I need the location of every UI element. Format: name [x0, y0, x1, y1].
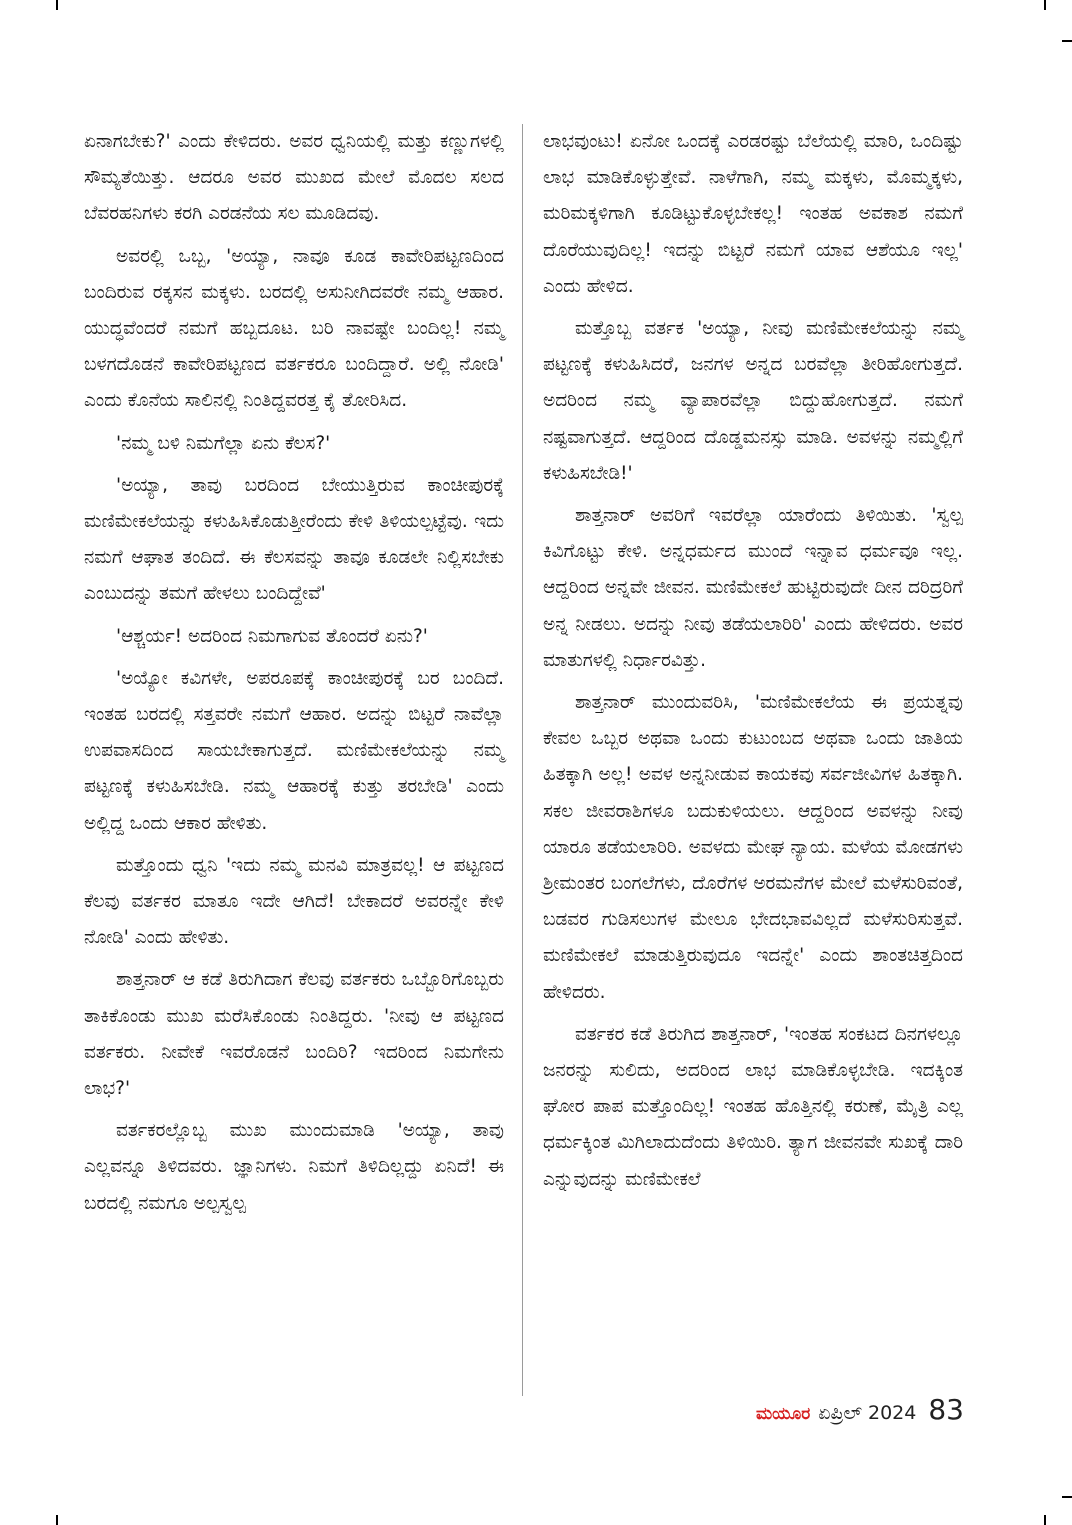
left-column — [84, 124, 504, 1222]
paragraph: 'ಆಶ್ಚರ್ಯ! ಅದರಿಂದ ನಿಮಗಾಗುವ ತೊಂದರೆ ಏನು?' — [116, 625, 428, 647]
crop-mark-bottom-left — [56, 1515, 58, 1525]
paragraph: 'ನಮ್ಮ ಬಳಿ ನಿಮಗೆಲ್ಲಾ ಏನು ಕೆಲಸ?' — [116, 432, 331, 454]
paragraph: 'ಅಯ್ಯೋ ಕವಿಗಳೇ, ಅಪರೂಪಕ್ಕೆ ಕಾಂಚೀಪುರಕ್ಕೆ ಬರ ಬಂದಿದೆ. ಇಂತಹ ಬರದಲ್ಲಿ ಸತ್ತವರೇ ನಮಗೆ ಆಹಾರ. ಅದನ್ನು ಬಿಟ್ಟರೆ ನಾವೆಲ್ಲಾ ಉಪವಾಸದಿಂದ ಸಾಯಬೇಕಾಗುತ್ತದೆ. ಮಣಿಮೇಕಲೆಯನ್ನು ನಮ್ಮ ಪಟ್ಟಣಕ್ಕೆ ಕಳುಹಿಸಬೇಡಿ. ನಮ್ಮ ಆಹಾರಕ್ಕೆ ಕುತ್ತು ತರಬೇಡಿ' ಎಂದು ಅಲ್ಲಿದ್ದ ಒಂದು ಆಕಾರ ಹೇಳಿತು. — [84, 667, 504, 834]
column-divider — [522, 124, 523, 1396]
page-footer — [756, 1393, 964, 1426]
paragraph: ಶಾತ್ತನಾರ್ ಮುಂದುವರಿಸಿ, 'ಮಣಿಮೇಕಲೆಯ ಈ ಪ್ರಯತ್ನವು ಕೇವಲ ಒಬ್ಬರ ಅಥವಾ ಒಂದು ಕುಟುಂಬದ ಅಥವಾ ಒಂದು ಜಾತಿಯ ಹಿತಕ್ಕಾಗಿ ಅಲ್ಲ! ಅವಳ ಅನ್ನನೀಡುವ ಕಾಯಕವು ಸರ್ವಜೀವಿಗಳ ಹಿತಕ್ಕಾಗಿ. ಸಕಲ ಜೀವರಾಶಿಗಳೂ ಬದುಕುಳಿಯಲು. ಆದ್ದರಿಂದ ಅವಳನ್ನು ನೀವು ಯಾರೂ ತಡೆಯಲಾರಿರಿ. ಅವಳದು ಮೇಘ ನ್ಯಾಯ. ಮಳೆಯ ಮೋಡಗಳು ಶ್ರೀಮಂತರ ಬಂಗಲೆಗಳು, ದೊರೆಗಳ ಅರಮನೆಗಳ ಮೇಲೆ ಮಳೆಸುರಿವಂತೆ, ಬಡವರ ಗುಡಿಸಲುಗಳ ಮೇಲೂ ಭೇದಭಾವವಿಲ್ಲದೆ ಮಳೆಸುರಿಸುತ್ತವೆ. ಮಣಿಮೇಕಲೆ ಮಾಡುತ್ತಿರುವುದೂ ಇದನ್ನೇ' ಎಂದು ಶಾಂತಚಿತ್ತದಿಂದ ಹೇಳಿದರು. — [543, 692, 963, 1003]
paragraph: ಅವರಲ್ಲಿ ಒಬ್ಬ, 'ಅಯ್ಯಾ, ನಾವೂ ಕೂಡ ಕಾವೇರಿಪಟ್ಟಣದಿಂದ ಬಂದಿರುವ ರಕ್ಕಸನ ಮಕ್ಕಳು. ಬರದಲ್ಲಿ ಅಸುನೀಗಿದವರೇ ನಮ್ಮ ಆಹಾರ. ಯುದ್ಧವೆಂದರೆ ನಮಗೆ ಹಬ್ಬದೂಟ. ಬರಿ ನಾವಷ್ಟೇ ಬಂದಿಲ್ಲ! ನಮ್ಮ ಬಳಗದೊಡನೆ ಕಾವೇರಿಪಟ್ಟಣದ ವರ್ತಕರೂ ಬಂದಿದ್ದಾರೆ. ಅಲ್ಲಿ ನೋಡಿ' ಎಂದು ಕೊನೆಯ ಸಾಲಿನಲ್ಲಿ ನಿಂತಿದ್ದವರತ್ತ ಕೈ ತೋರಿಸಿದ. — [84, 245, 504, 412]
paragraph: ಲಾಭವುಂಟು! ಏನೋ ಒಂದಕ್ಕೆ ಎರಡರಷ್ಟು ಬೆಲೆಯಲ್ಲಿ ಮಾರಿ, ಒಂದಿಷ್ಟು ಲಾಭ ಮಾಡಿಕೊಳ್ಳುತ್ತೇವೆ. ನಾಳೆಗಾಗಿ, ನಮ್ಮ ಮಕ್ಕಳು, ಮೊಮ್ಮಕ್ಕಳು, ಮರಿಮಕ್ಕಳಿಗಾಗಿ ಕೂಡಿಟ್ಟುಕೊಳ್ಳಬೇಕಲ್ಲ! ಇಂತಹ ಅವಕಾಶ ನಮಗೆ ದೊರೆಯುವುದಿಲ್ಲ! ಇದನ್ನು ಬಿಟ್ಟರೆ ನಮಗೆ ಯಾವ ಆಶೆಯೂ ಇಲ್ಲ' ಎಂದು ಹೇಳಿದ. — [543, 131, 963, 297]
paragraph: ಶಾತ್ತನಾರ್ ಆ ಕಡೆ ತಿರುಗಿದಾಗ ಕೆಲವು ವರ್ತಕರು ಒಬ್ಬೊರಿಗೊಬ್ಬರು ತಾಕಿಕೊಂಡು ಮುಖ ಮರೆಸಿಕೊಂಡು ನಿಂತಿದ್ದರು. 'ನೀವು ಆ ಪಟ್ಟಣದ ವರ್ತಕರು. ನೀವೇಕೆ ಇವರೊಡನೆ ಬಂದಿರಿ? ಇದರಿಂದ ನಿಮಗೇನು ಲಾಭ?' — [84, 969, 504, 1100]
paragraph: 'ಅಯ್ಯಾ, ತಾವು ಬರದಿಂದ ಬೇಯುತ್ತಿರುವ ಕಾಂಚೀಪುರಕ್ಕೆ ಮಣಿಮೇಕಲೆಯನ್ನು ಕಳುಹಿಸಿಕೊಡುತ್ತೀರೆಂದು ಕೇಳಿ ತಿಳಿಯಲ್ಪಟ್ಟೆವು. ಇದು ನಮಗೆ ಆಘಾತ ತಂದಿದೆ. ಈ ಕೆಲಸವನ್ನು ತಾವೂ ಕೂಡಲೇ ನಿಲ್ಲಿಸಬೇಕು ಎಂಬುದನ್ನು ತಮಗೆ ಹೇಳಲು ಬಂದಿದ್ದೇವೆ' — [84, 474, 504, 605]
paragraph: ವರ್ತಕರ ಕಡೆ ತಿರುಗಿದ ಶಾತ್ತನಾರ್, 'ಇಂತಹ ಸಂಕಟದ ದಿನಗಳಲ್ಲೂ ಜನರನ್ನು ಸುಲಿದು, ಅದರಿಂದ ಲಾಭ ಮಾಡಿಕೊಳ್ಳಬೇಡಿ. ಇದಕ್ಕಿಂತ ಘೋರ ಪಾಪ ಮತ್ತೊಂದಿಲ್ಲ! ಇಂತಹ ಹೊತ್ತಿನಲ್ಲಿ ಕರುಣೆ, ಮೈತ್ರಿ ಎಲ್ಲ ಧರ್ಮಕ್ಕಿಂತ ಮಿಗಿಲಾದುದೆಂದು ತಿಳಿಯಿರಿ. ತ್ಯಾಗ ಜೀವನವೇ ಸುಖಕ್ಕೆ ದಾರಿ ಎನ್ನುವುದನ್ನು ಮಣಿಮೇಕಲೆ — [543, 1023, 963, 1190]
crop-mark-bottom-right — [1044, 1515, 1046, 1525]
right-column — [543, 124, 963, 1198]
page-number: 83 — [928, 1393, 964, 1426]
paragraph: ಶಾತ್ತನಾರ್ ಅವರಿಗೆ ಇವರೆಲ್ಲಾ ಯಾರೆಂದು ತಿಳಿಯಿತು. 'ಸ್ವಲ್ಪ ಕಿವಿಗೊಟ್ಟು ಕೇಳಿ. ಅನ್ನಧರ್ಮದ ಮುಂದೆ ಇನ್ನಾವ ಧರ್ಮವೂ ಇಲ್ಲ. ಆದ್ದರಿಂದ ಅನ್ನವೇ ಜೀವನ. ಮಣಿಮೇಕಲೆ ಹುಟ್ಟಿರುವುದೇ ದೀನ ದರಿದ್ರರಿಗೆ ಅನ್ನ ನೀಡಲು. ಅದನ್ನು ನೀವು ತಡೆಯಲಾರಿರಿ' ಎಂದು ಹೇಳಿದರು. ಅವರ ಮಾತುಗಳಲ್ಲಿ ನಿರ್ಧಾರವಿತ್ತು. — [543, 505, 963, 671]
crop-mark-top-right — [1044, 0, 1046, 10]
issue-date: ಏಪ್ರಿಲ್ 2024 — [818, 1402, 917, 1424]
crop-mark-top-left — [56, 0, 58, 10]
magazine-name: ಮಯೂರ — [756, 1404, 811, 1424]
paragraph: ಏನಾಗಬೇಕು?' ಎಂದು ಕೇಳಿದರು. ಅವರ ಧ್ವನಿಯಲ್ಲಿ ಮತ್ತು ಕಣ್ಣುಗಳಲ್ಲಿ ಸೌಮ್ಯತೆಯಿತ್ತು. ಆದರೂ ಅವರ ಮುಖದ ಮೇಲೆ ಮೊದಲ ಸಲದ ಬೆವರಹನಿಗಳು ಕರಗಿ ಎರಡನೆಯ ಸಲ ಮೂಡಿದವು. — [84, 131, 504, 225]
paragraph: ವರ್ತಕರಲ್ಲೊಬ್ಬ ಮುಖ ಮುಂದುಮಾಡಿ 'ಅಯ್ಯಾ, ತಾವು ಎಲ್ಲವನ್ನೂ ತಿಳಿದವರು. ಜ್ಞಾನಿಗಳು. ನಿಮಗೆ ತಿಳಿದಿಲ್ಲದ್ದು ಏನಿದೆ! ಈ ಬರದಲ್ಲಿ ನಮಗೂ ಅಲ್ಪಸ್ವಲ್ಪ — [84, 1120, 504, 1214]
paragraph: ಮತ್ತೊಬ್ಬ ವರ್ತಕ 'ಅಯ್ಯಾ, ನೀವು ಮಣಿಮೇಕಲೆಯನ್ನು ನಮ್ಮ ಪಟ್ಟಣಕ್ಕೆ ಕಳುಹಿಸಿದರೆ, ಜನಗಳ ಅನ್ನದ ಬರವೆಲ್ಲಾ ತೀರಿಹೋಗುತ್ತದೆ. ಅದರಿಂದ ನಮ್ಮ ವ್ಯಾಪಾರವೆಲ್ಲಾ ಬಿದ್ದುಹೋಗುತ್ತದೆ. ನಮಗೆ ನಷ್ಟವಾಗುತ್ತದೆ. ಆದ್ದರಿಂದ ದೊಡ್ಡಮನಸ್ಸು ಮಾಡಿ. ಅವಳನ್ನು ನಮ್ಮಲ್ಲಿಗೆ ಕಳುಹಿಸಬೇಡಿ!' — [543, 318, 963, 484]
crop-mark-right-lower — [1062, 1496, 1072, 1498]
paragraph: ಮತ್ತೊಂದು ಧ್ವನಿ 'ಇದು ನಮ್ಮ ಮನವಿ ಮಾತ್ರವಲ್ಲ! ಆ ಪಟ್ಟಣದ ಕೆಲವು ವರ್ತಕರ ಮಾತೂ ಇದೇ ಆಗಿದೆ! ಬೇಕಾದರೆ ಅವರನ್ನೇ ಕೇಳಿ ನೋಡಿ' ಎಂದು ಹೇಳಿತು. — [84, 854, 504, 949]
crop-mark-right-upper — [1062, 40, 1072, 42]
